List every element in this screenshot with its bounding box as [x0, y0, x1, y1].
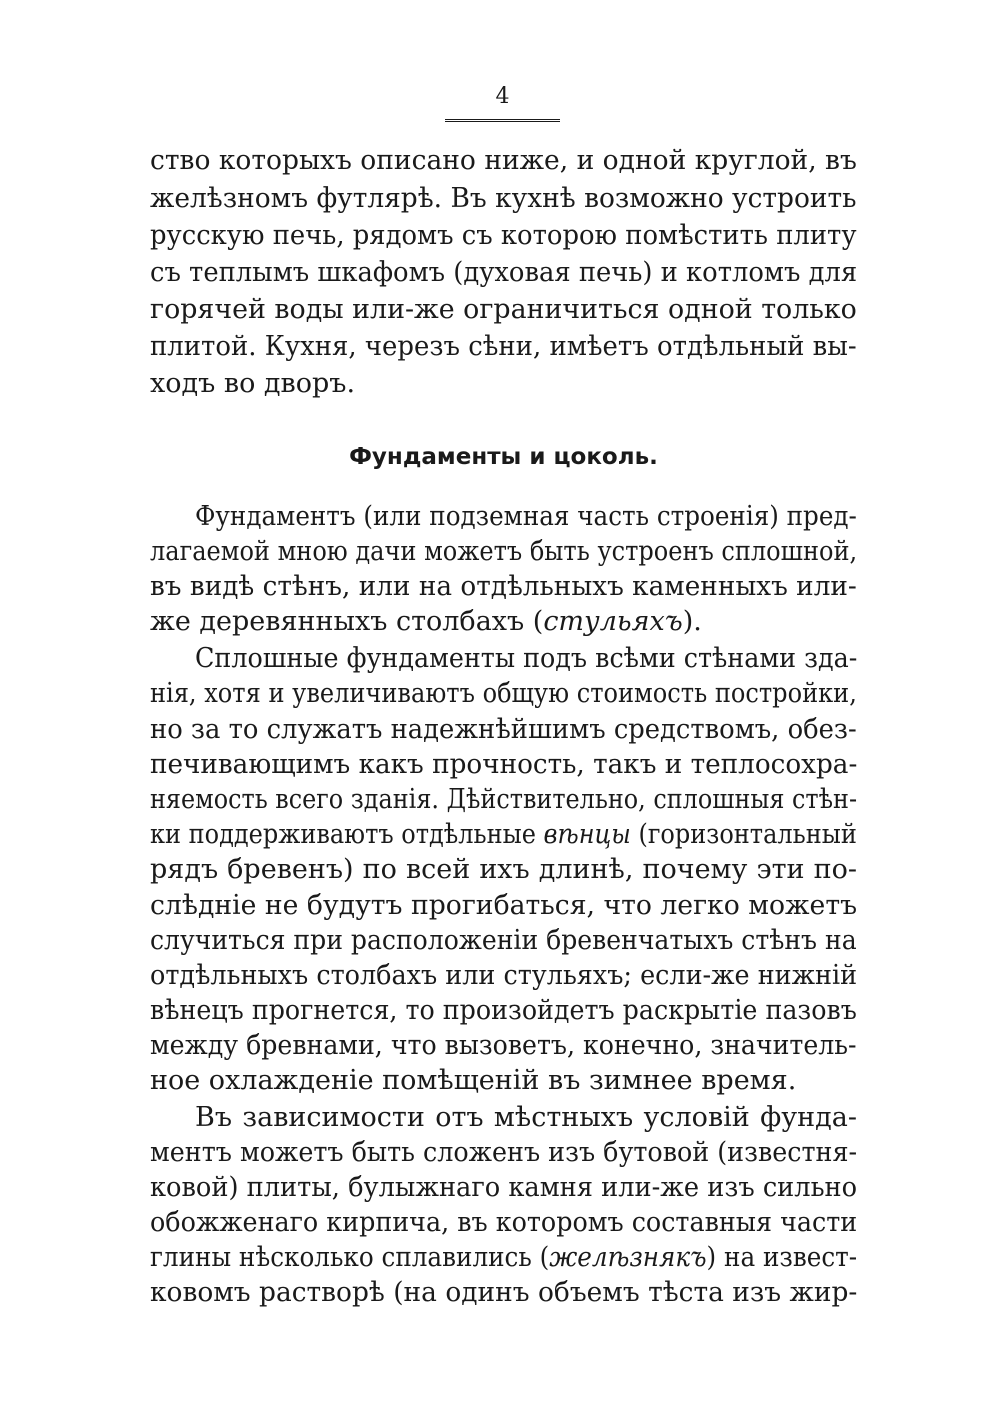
- emphasis-term: стульяхъ: [543, 606, 683, 637]
- text-line: ковой) плиты, булыжнаго камня или-же изъ сильно: [150, 1172, 858, 1203]
- emphasis-term: желѣзнякъ: [549, 1242, 707, 1273]
- text-line: Сплошные фундаменты подъ всѣми стѣнами зда-: [195, 643, 858, 674]
- text-line: отдѣльныхъ столбахъ или стульяхъ; если-же нижній: [150, 960, 858, 991]
- text-line: между бревнами, что вызоветъ, конечно, значитель-: [150, 1030, 857, 1061]
- text-line: [150, 605, 857, 639]
- page-number: 4: [445, 84, 560, 122]
- text-line: печивающимъ какъ прочность, такъ и теплосохра-: [150, 749, 858, 780]
- text-line: [150, 1241, 857, 1275]
- text-line: горячей воды или-же ограничиться одной только: [150, 294, 857, 325]
- text-line: въ видѣ стѣнъ, или на отдѣльныхъ каменныхъ или-: [150, 571, 857, 602]
- text-line: съ теплымъ шкафомъ (духовая печь) и котломъ для: [150, 257, 858, 288]
- text-line: случиться при расположеніи бревенчатыхъ стѣнъ на: [150, 925, 857, 956]
- text-line: плитой. Кухня, черезъ сѣни, имѣетъ отдѣльный вы-: [150, 331, 857, 362]
- text-line: [150, 818, 857, 852]
- text-line: няемость всего зданія. Дѣйствительно, сплошныя стѣн-: [150, 784, 858, 815]
- text-run: (горизонтальный: [630, 819, 857, 850]
- text-line: ство которыхъ описано ниже, и одной круглой, въ: [150, 145, 857, 176]
- text-line: нія, хотя и увеличиваютъ общую стоимость постройки,: [150, 678, 857, 709]
- text-line: слѣдніе не будутъ прогибаться, что легко можетъ: [150, 890, 858, 921]
- text-line: вѣнецъ прогнется, то произойдетъ раскрытіе пазовъ: [150, 995, 857, 1026]
- text-line: ное охлажденіе помѣщеній въ зимнее время.: [150, 1065, 797, 1096]
- text-line: Въ зависимости отъ мѣстныхъ условій фунда-: [195, 1102, 857, 1133]
- text-line: ходъ во дворъ.: [150, 368, 356, 399]
- text-line: русскую печь, рядомъ съ которою помѣстить плиту: [150, 220, 857, 251]
- text-line: желѣзномъ футлярѣ. Въ кухнѣ возможно устроить: [150, 183, 857, 214]
- text-line: ковомъ растворѣ (на одинъ объемъ тѣста изъ жир-: [150, 1277, 858, 1308]
- text-line: но за то служатъ надежнѣйшимъ средствомъ, обез-: [150, 714, 857, 745]
- text-line: лагаемой мною дачи можетъ быть устроенъ сплошной,: [150, 536, 858, 567]
- text-run: ) на извест-: [706, 1242, 858, 1273]
- text-line: ментъ можетъ быть сложенъ изъ бутовой (известня-: [150, 1137, 858, 1168]
- text-line: обожженаго кирпича, въ которомъ составныя части: [150, 1207, 858, 1238]
- text-run: же деревянныхъ столбахъ (: [150, 606, 544, 637]
- text-line: Фундаментъ (или подземная часть строенія) пред-: [195, 501, 857, 532]
- text-run: ки поддерживаютъ отдѣльные: [150, 819, 544, 850]
- text-run: ).: [682, 606, 702, 637]
- emphasis-term: вѣнцы: [543, 819, 631, 850]
- text-run: глины нѣсколько сплавились (: [150, 1242, 550, 1273]
- section-heading: Фундаменты и цоколь.: [349, 444, 658, 470]
- text-line: рядъ бревенъ) по всей ихъ длинѣ, почему эти по-: [150, 854, 857, 885]
